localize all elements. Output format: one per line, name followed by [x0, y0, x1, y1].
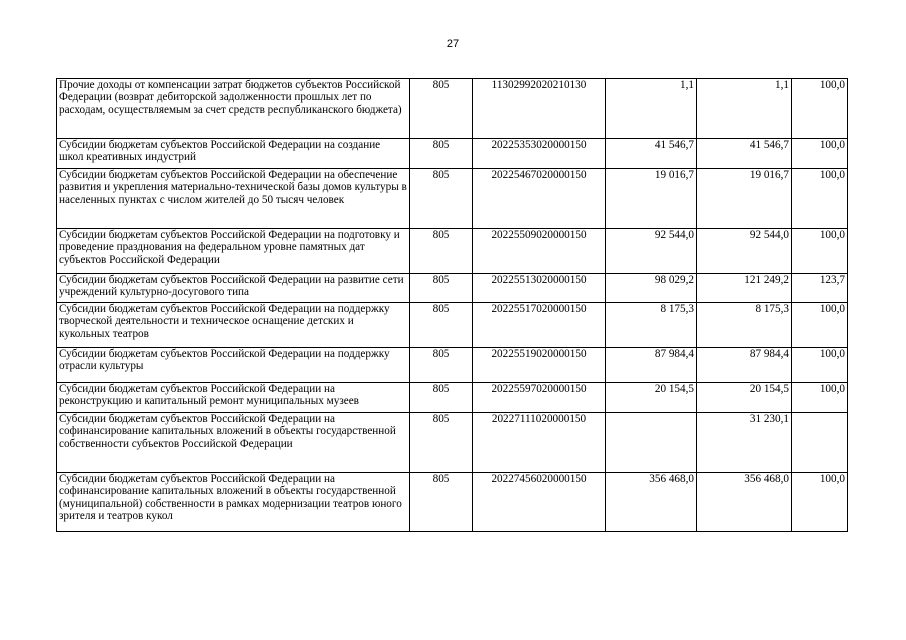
fact-amount-cell: 31 230,1 [697, 413, 792, 473]
plan-amount-cell: 98 029,2 [606, 274, 697, 303]
table-row [57, 229, 848, 274]
plan-amount-cell: 1,1 [606, 79, 697, 139]
budget-code-cell: 20225353020000150 [473, 139, 606, 169]
revenue-name-cell: Субсидии бюджетам субъектов Российской Федерации на обеспечение развития и укрепления материально-технической базы домов культуры в населенных пунктах с числом жителей до 50 тысяч человек [57, 169, 410, 229]
table-row [57, 473, 848, 532]
admin-code-cell: 805 [410, 473, 473, 532]
plan-amount-cell: 41 546,7 [606, 139, 697, 169]
table-row [57, 139, 848, 169]
budget-code-cell: 20227456020000150 [473, 473, 606, 532]
admin-code-cell: 805 [410, 169, 473, 229]
table-row [57, 274, 848, 303]
budget-code-cell: 20225513020000150 [473, 274, 606, 303]
budget-code-cell: 20225519020000150 [473, 348, 606, 383]
table-row [57, 79, 848, 139]
percent-cell: 100,0 [792, 303, 848, 348]
plan-amount-cell: 8 175,3 [606, 303, 697, 348]
budget-code-cell: 20225597020000150 [473, 383, 606, 413]
revenue-name-cell: Субсидии бюджетам субъектов Российской Федерации на подготовку и проведение празднования на федеральном уровне памятных дат субъектов Российской Федерации [57, 229, 410, 274]
admin-code-cell: 805 [410, 383, 473, 413]
admin-code-cell: 805 [410, 413, 473, 473]
fact-amount-cell: 8 175,3 [697, 303, 792, 348]
table-row [57, 413, 848, 473]
admin-code-cell: 805 [410, 229, 473, 274]
revenue-name-cell: Прочие доходы от компенсации затрат бюджетов субъектов Российской Федерации (возврат дебиторской задолженности прошлых лет по расходам, осуществляемым за счет средств республиканского бюджета) [57, 79, 410, 139]
revenue-name-cell: Субсидии бюджетам субъектов Российской Федерации на софинансирование капитальных вложений в объекты государственной (муниципальной) собственности в рамках модернизации театров юного зрителя и театров кукол [57, 473, 410, 532]
fact-amount-cell: 41 546,7 [697, 139, 792, 169]
table-row [57, 303, 848, 348]
percent-cell: 100,0 [792, 229, 848, 274]
revenue-name-cell: Субсидии бюджетам субъектов Российской Федерации на софинансирование капитальных вложений в объекты государственной собственности субъектов Российской Федерации [57, 413, 410, 473]
revenue-name-cell: Субсидии бюджетам субъектов Российской Федерации на поддержку отрасли культуры [57, 348, 410, 383]
revenue-name-cell: Субсидии бюджетам субъектов Российской Федерации на реконструкцию и капитальный ремонт муниципальных музеев [57, 383, 410, 413]
fact-amount-cell: 20 154,5 [697, 383, 792, 413]
percent-cell: 100,0 [792, 139, 848, 169]
budget-table [56, 78, 848, 532]
admin-code-cell: 805 [410, 348, 473, 383]
plan-amount-cell: 19 016,7 [606, 169, 697, 229]
percent-cell: 100,0 [792, 473, 848, 532]
admin-code-cell: 805 [410, 303, 473, 348]
table-row [57, 348, 848, 383]
revenue-name-cell: Субсидии бюджетам субъектов Российской Федерации на развитие сети учреждений культурно-досугового типа [57, 274, 410, 303]
admin-code-cell: 805 [410, 274, 473, 303]
percent-cell: 123,7 [792, 274, 848, 303]
budget-code-cell: 20225509020000150 [473, 229, 606, 274]
table-row [57, 383, 848, 413]
fact-amount-cell: 356 468,0 [697, 473, 792, 532]
table-row [57, 169, 848, 229]
fact-amount-cell: 121 249,2 [697, 274, 792, 303]
percent-cell: 100,0 [792, 383, 848, 413]
budget-code-cell: 20227111020000150 [473, 413, 606, 473]
fact-amount-cell: 92 544,0 [697, 229, 792, 274]
budget-code-cell: 11302992020210130 [473, 79, 606, 139]
admin-code-cell: 805 [410, 79, 473, 139]
plan-amount-cell: 87 984,4 [606, 348, 697, 383]
percent-cell: 100,0 [792, 169, 848, 229]
plan-amount-cell: 20 154,5 [606, 383, 697, 413]
percent-cell [792, 413, 848, 473]
revenue-name-cell: Субсидии бюджетам субъектов Российской Федерации на создание школ креативных индустрий [57, 139, 410, 169]
percent-cell: 100,0 [792, 79, 848, 139]
fact-amount-cell: 1,1 [697, 79, 792, 139]
plan-amount-cell: 92 544,0 [606, 229, 697, 274]
budget-code-cell: 20225467020000150 [473, 169, 606, 229]
plan-amount-cell [606, 413, 697, 473]
page-number: 27 [446, 38, 460, 50]
admin-code-cell: 805 [410, 139, 473, 169]
fact-amount-cell: 87 984,4 [697, 348, 792, 383]
percent-cell: 100,0 [792, 348, 848, 383]
budget-code-cell: 20225517020000150 [473, 303, 606, 348]
revenue-name-cell: Субсидии бюджетам субъектов Российской Федерации на поддержку творческой деятельности и техническое оснащение детских и кукольных театров [57, 303, 410, 348]
fact-amount-cell: 19 016,7 [697, 169, 792, 229]
plan-amount-cell: 356 468,0 [606, 473, 697, 532]
